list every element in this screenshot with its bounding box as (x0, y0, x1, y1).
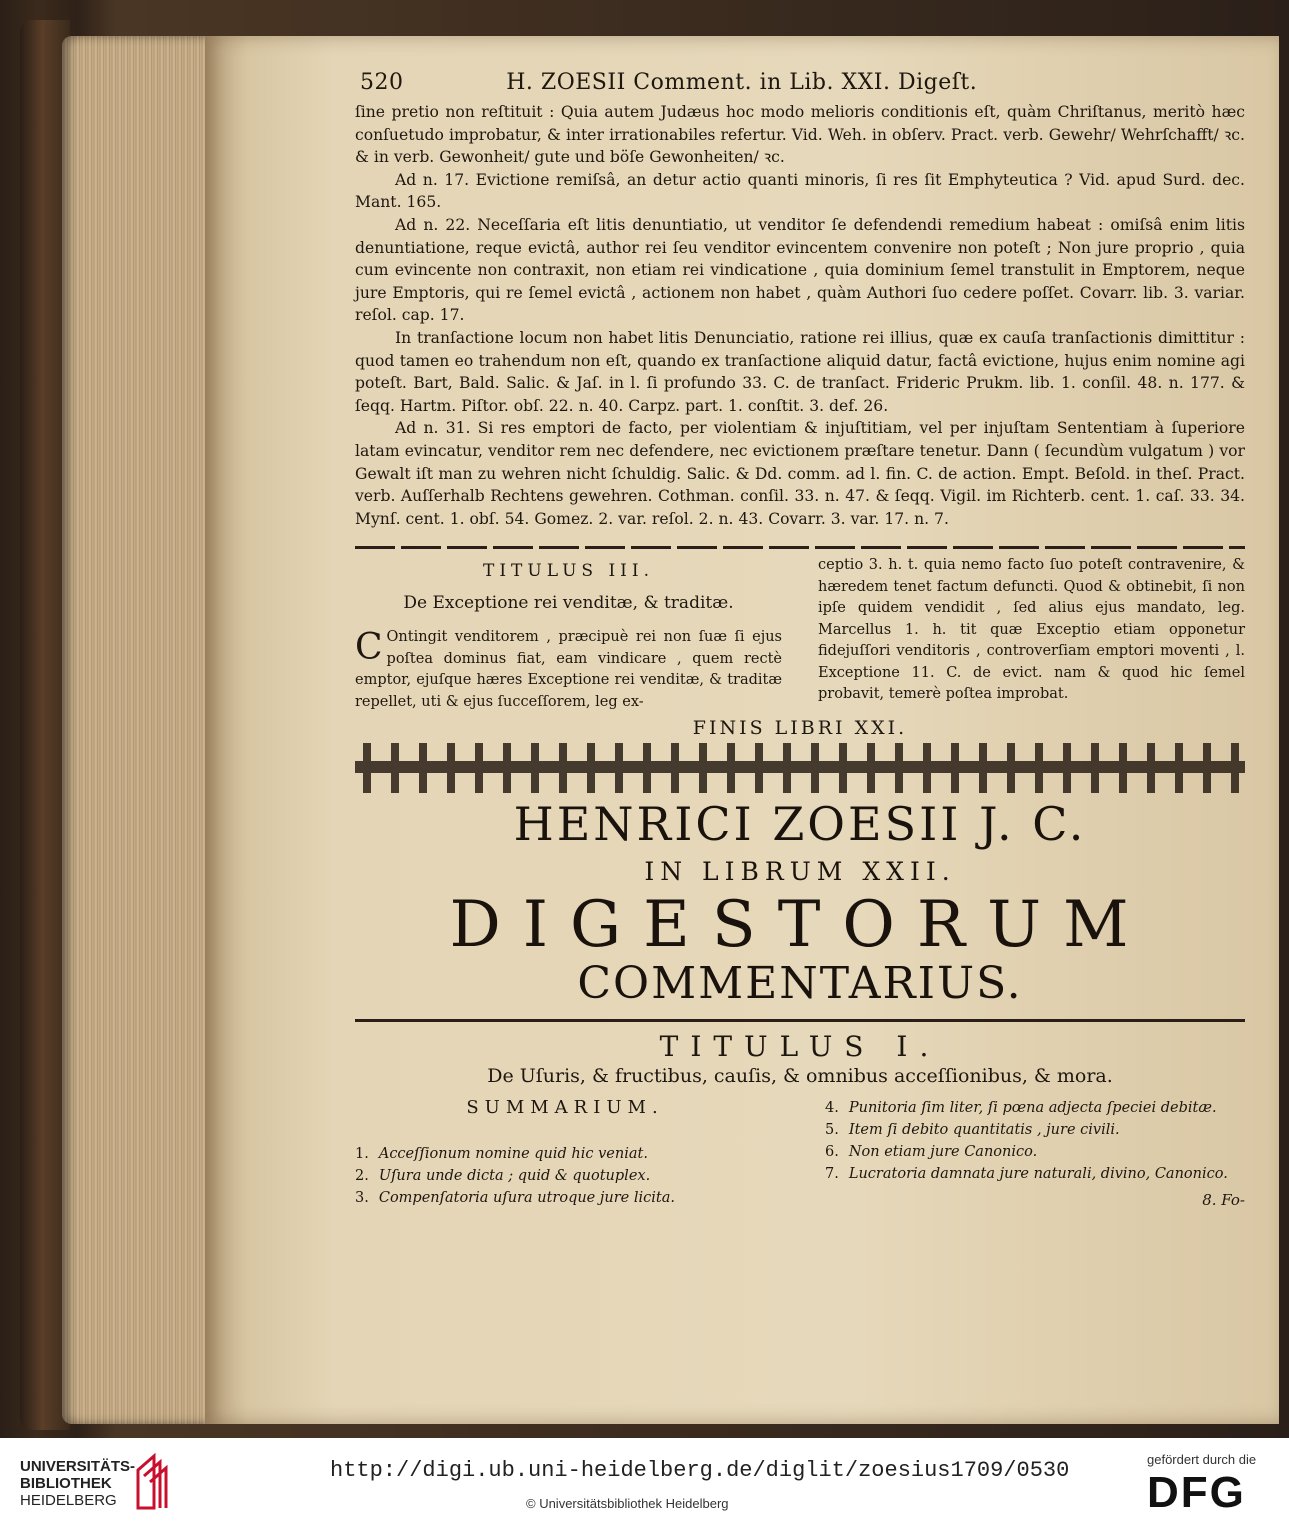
summarium-heading: SUMMARIUM. (466, 1097, 664, 1119)
book-line: IN LIBRUM XXII. (644, 857, 956, 887)
titulus-3-left-text: C Ontingit venditorem , præcipuè rei non ſuæ ſi ejus poſtea dominus fiat, eam vindicare , quem rectè emptor, ejuſque hæres Exceptione rei venditæ, & traditæ repellet, uti & ejus ſucceſſorem, leg ex- (355, 627, 782, 710)
section-rule (355, 546, 1245, 549)
paragraph: Ad n. 31. Si res emptori de facto, per violentiam & injuſtitiam, vel per injuſtam Sententiam à ſuperiore latam evincatur, venditor rem nec defendere, nec evictionem præſtare tenetur. Dann ( ſecundùm vulgatum ) vor Gewalt iſt man zu wehren nicht ſchuldig. Salic. & Dd. comm. ad l. fin. C. de action. Empt. Beſold. in theſ. Pract. verb. Auſſerhalb Rechtens gewehren. Cothman. conſil. 33. n. 47. & ſeqq. Vigil. im Richterb. cent. 1. caſ. 33. 34. Mynſ. cent. 1. obſ. 54. Gomez. 2. var. reſol. 2. n. 43. Covarr. 3. var. 17. n. 7. (355, 419, 1245, 528)
catchword: 8. Fo- (1202, 1191, 1245, 1210)
paragraph: ſine pretio non reſtituit : Quia autem Judæus hoc modo melioris conditionis eſt, quàm Chriſtanus, meritò hæc conſuetudo improbatur, & inter irrationabiles refertur. Vid. Weh. in obſerv. Pract. verb. Gewehr/ Wehrſchafft/ ꝛc. & in verb. Gewonheit/ gute und böſe Gewonheiten/ ꝛc. (355, 103, 1245, 167)
library-logo-text[interactable]: UNIVERSITÄTS- BIBLIOTHEK HEIDELBERG (20, 1458, 136, 1509)
dropcap: C (355, 627, 383, 669)
summarium-right (825, 1097, 1245, 1211)
running-title: H. ZOESII Comment. in Lib. XXI. Digeſt. (506, 70, 978, 95)
digestorum-title: DIGESTORUM (449, 888, 1151, 963)
copyright-notice: © Universitätsbibliothek Heidelberg (526, 1496, 729, 1511)
paragraph: Ad n. 22. Neceſſaria eſt litis denuntiatio, ut venditor ſe defendendi remedium habeat : omiſsâ enim litis denuntiatione, reque evictâ, author rei ſeu venditor evincentem convenire non poteſt ; Non jure proprio , quia cum evincente non contraxit, non etiam rei vindicatione , quia dominium ſemel transtulit in Emptorem, neque jure Emptoris, qui re ſemel evictâ , actionem non habet , quàm Authori ſuo cedere poſſet. Covarr. lib. 3. variar. reſol. cap. 17. (355, 215, 1245, 325)
paragraph: Ad n. 17. Evictione remiſsâ, an detur actio quanti minoris, ſi res ſit Emphyteutica ? Vid. apud Surd. dec. Mant. 165. (355, 170, 1245, 212)
summarium-left (355, 1097, 775, 1211)
summarium (355, 1097, 1245, 1211)
summarium-item: 3. Compenſatoria uſura utroque jure licita. (355, 1190, 675, 1207)
summarium-item: 4. Punitoria ſim liter, ſi pœna adjecta ſpeciei debitæ. (825, 1100, 1217, 1117)
paragraph: In tranſactione locum non habet litis Denunciatio, ratione rei illius, quæ ex cauſa tranſactionis dimittitur : quod tamen eo trahendum non eſt, quando ex tranſactione aliquid datur, factâ evictione, hujus enim nomine agi poteſt. Bart, Bald. Salic. & Jaſ. in l. ſi profundo 33. C. de tranſact. Frideric Prukm. lib. 1. conſil. 48. n. 177. & ſeqq. Hartm. Piſtor. obſ. 22. n. 40. Carpz. part. 1. conſtit. 3. def. 26. (355, 328, 1245, 415)
permalink-url[interactable]: http://digi.ub.uni-heidelberg.de/diglit/zoesius1709/0530 (330, 1458, 1070, 1483)
summarium-item: 7. Lucratoria damnata jure naturali, divino, Canonico. (825, 1166, 1228, 1183)
summarium-item: 5. Item ſi debito quantitatis , jure civili. (825, 1122, 1120, 1139)
page-edges (62, 36, 212, 1424)
left-column (355, 555, 782, 713)
titulus-3-right-text: ceptio 3. h. t. quia nemo facto ſuo poteſt contravenire, & hæredem tenet factum defuncti. Quod & obtinebit, ſi non ipſe quidem vendidit , ſed alius ejus mandato, leg. Marcellus 1. h. tit quæ Exceptio etiam opponetur fidejuſſori venditoris , controverſiam emptori moventi , l. Exceptione 11. C. de evict. nam & quod hic ſemel probavit, temerè poſtea improbat. (818, 557, 1245, 703)
titulus-1-subtitle: De Uſuris, & fructibus, cauſis, & omnibus acceſſionibus, & mora. (487, 1065, 1113, 1088)
page-text (355, 70, 1245, 1211)
page-number: 520 (360, 70, 404, 95)
library-logo-icon (132, 1450, 168, 1512)
dfg-logo[interactable]: DFG (1147, 1468, 1246, 1517)
running-head (360, 70, 1020, 95)
viewer-footer (0, 1438, 1289, 1528)
ornament-band (355, 743, 1245, 793)
commentarius-title: COMMENTARIUS. (577, 958, 1023, 1010)
titulus-1-heading: TITULUS I. (659, 1030, 941, 1064)
titulus-3-heading: TITULUS III. (482, 561, 654, 582)
summarium-item: 6. Non etiam jure Canonico. (825, 1144, 1038, 1161)
summarium-item: 1. Acceſſionum nomine quid hic veniat. (355, 1146, 648, 1163)
titulus-3-section (355, 555, 1245, 713)
right-column (818, 555, 1245, 713)
author-title: HENRICI ZOESII J. C. (513, 797, 1087, 852)
sponsor-label: gefördert durch die (1147, 1452, 1257, 1467)
summarium-item: 2. Uſura unde dicta ; quid & quotuplex. (355, 1168, 651, 1185)
title-rule (355, 1019, 1245, 1022)
titulus-3-subtitle: De Exceptione rei venditæ, & traditæ. (403, 593, 734, 614)
finis-libri: FINIS LIBRI XXI. (692, 717, 908, 740)
